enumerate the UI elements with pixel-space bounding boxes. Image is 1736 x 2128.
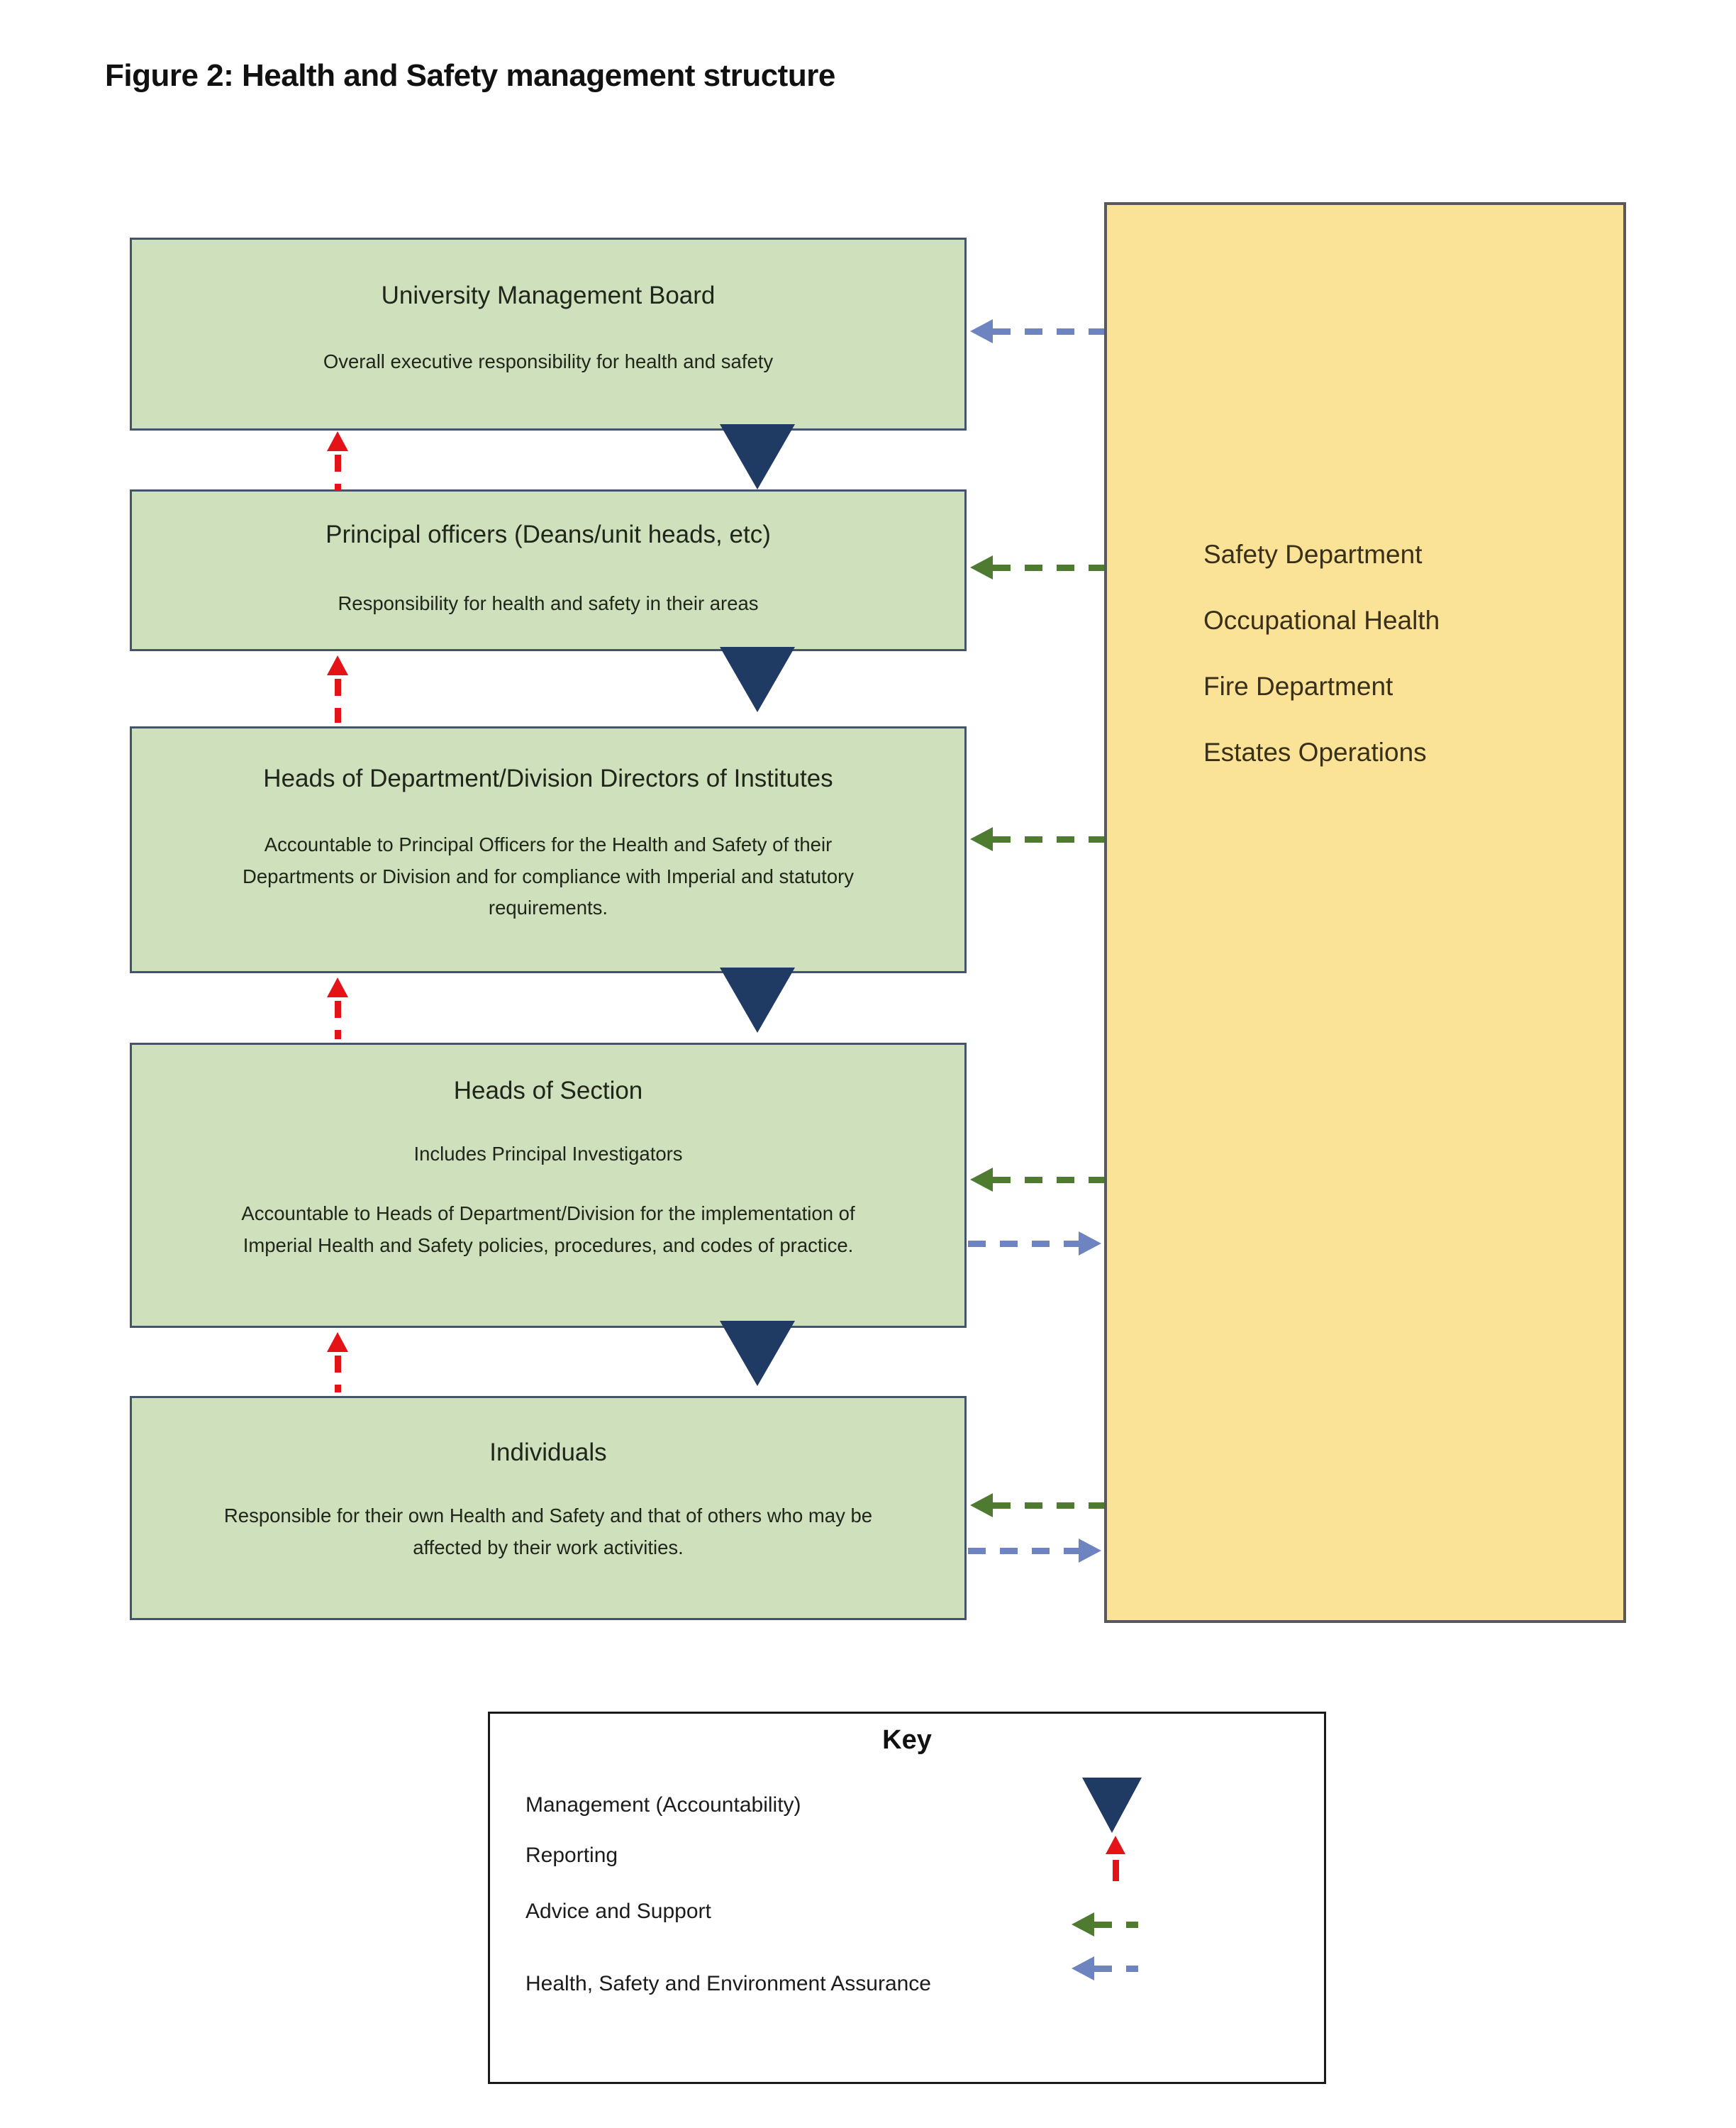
box-subheading: Includes Principal Investigators (413, 1143, 683, 1165)
advice-support-arrow-icon (970, 826, 1104, 852)
box-body: Responsibility for health and safety in their areas (338, 592, 759, 614)
figure-title: Figure 2: Health and Safety management structure (105, 58, 835, 93)
key-title: Key (882, 1725, 932, 1755)
box-heading: Heads of Section (453, 1077, 643, 1104)
box-body: Responsible for their own Health and Safety and that of others who may be affected by their work activities. (223, 1504, 873, 1558)
box-heads-of-section (130, 1043, 967, 1328)
reporting-arrow-icon (327, 977, 348, 1039)
key-legend (488, 1712, 1326, 2084)
box-body: Accountable to Heads of Department/Division for the implementation of Imperial Health and Safety policies, procedures, and codes of practice. (241, 1202, 855, 1256)
box-individuals (130, 1396, 967, 1620)
key-label-advice: Advice and Support (525, 1900, 711, 1923)
assurance-arrow-icon (970, 318, 1104, 344)
support-departments-panel (1104, 202, 1626, 1623)
key-label-assurance: Health, Safety and Environment Assurance (525, 1972, 931, 1995)
reporting-arrow-icon (327, 655, 348, 723)
key-label-management: Management (Accountability) (525, 1793, 801, 1817)
management-arrow-icon (1082, 1778, 1142, 1833)
support-item: Occupational Health (1203, 606, 1440, 635)
assurance-arrow-icon (1072, 1956, 1138, 1980)
advice-support-arrow-icon (1072, 1912, 1138, 1936)
reporting-arrow-icon (327, 1332, 348, 1392)
reporting-arrow-icon (1106, 1836, 1125, 1893)
box-heading: Individuals (489, 1439, 607, 1466)
reporting-arrow-icon (327, 431, 348, 490)
key-label-reporting: Reporting (525, 1844, 618, 1867)
box-principal-officers (130, 489, 967, 651)
management-arrow-icon (720, 968, 795, 1033)
advice-support-arrow-icon (970, 1167, 1104, 1192)
management-arrow-icon (720, 1321, 795, 1386)
support-item: Safety Department (1203, 540, 1423, 569)
advice-support-arrow-icon (970, 1492, 1104, 1518)
support-item: Fire Department (1203, 672, 1393, 701)
box-body: Accountable to Principal Officers for the Health and Safety of their Departments or Division and for compliance with Imperial and statutory requirements. (242, 833, 855, 919)
assurance-arrow-icon (968, 1538, 1101, 1563)
box-heads-of-department (130, 726, 967, 973)
management-arrow-icon (720, 647, 795, 712)
box-heading: University Management Board (381, 282, 716, 309)
box-heading: Principal officers (Deans/unit heads, etc) (326, 521, 771, 548)
advice-support-arrow-icon (970, 555, 1104, 580)
box-body: Overall executive responsibility for health and safety (323, 350, 774, 372)
box-university-management-board (130, 238, 967, 431)
assurance-arrow-icon (968, 1231, 1101, 1256)
management-arrow-icon (720, 424, 795, 489)
support-item: Estates Operations (1203, 738, 1427, 767)
box-heading: Heads of Department/Division Directors of Institutes (263, 765, 833, 792)
